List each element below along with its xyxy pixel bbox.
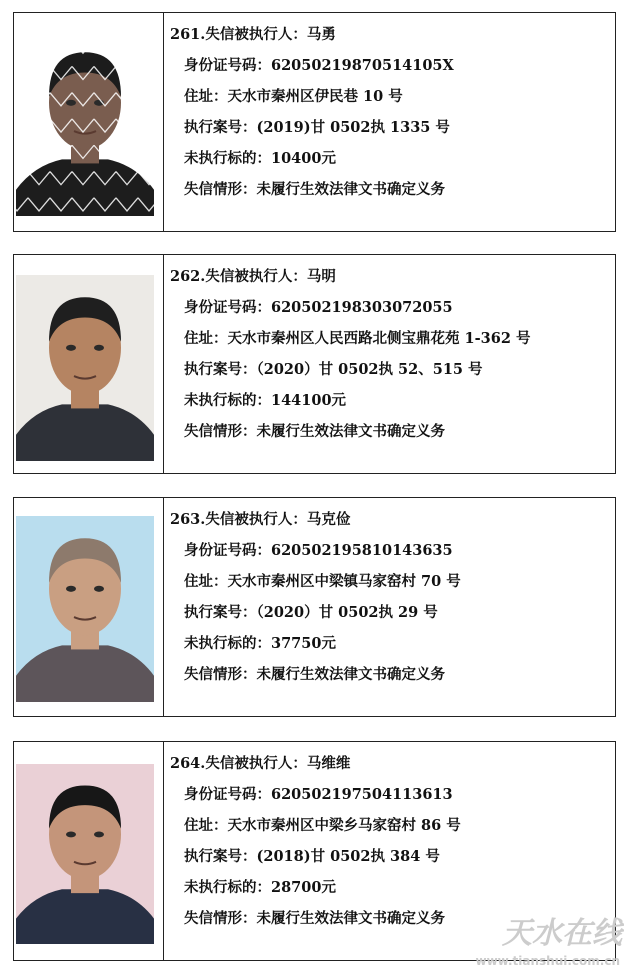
- photo-cell: [14, 255, 164, 473]
- record-info: [170, 748, 607, 934]
- portrait-eye-left: [66, 832, 76, 838]
- portrait-eye-left: [66, 100, 76, 106]
- record-info: [170, 19, 607, 205]
- person-photo: [16, 516, 154, 702]
- case-number: 执行案号：（2020）甘 0502执 52、515 号: [184, 361, 483, 378]
- record-card-262: [13, 254, 616, 474]
- record-info: [170, 504, 607, 690]
- photo-cell: [14, 498, 164, 716]
- id-number: 身份证号码：620502197504113613: [184, 786, 453, 803]
- dishonesty-situation: 失信情形：未履行生效法律文书确定义务: [184, 423, 445, 440]
- record-card-263: [13, 497, 616, 717]
- person-photo: [16, 764, 154, 944]
- watermark-name: 天水在线: [502, 916, 622, 951]
- outstanding-amount: 未执行标的：28700元: [184, 879, 336, 896]
- id-number: 身份证号码：62050219870514105X: [184, 57, 454, 74]
- portrait-graphic: [16, 275, 154, 461]
- outstanding-amount: 未执行标的：37750元: [184, 635, 336, 652]
- record-title: 261.失信被执行人：马勇: [170, 26, 336, 43]
- case-number: 执行案号：(2019)甘 0502执 1335 号: [184, 119, 450, 136]
- dishonesty-situation: 失信情形：未履行生效法律文书确定义务: [184, 666, 445, 683]
- record-card-261: [13, 12, 616, 232]
- record-title: 262.失信被执行人：马明: [170, 268, 336, 285]
- id-number: 身份证号码：620502195810143635: [184, 542, 453, 559]
- photo-cell: [14, 13, 164, 231]
- person-photo: [16, 275, 154, 461]
- portrait-eye-right: [94, 345, 104, 351]
- address: 住址：天水市秦州区中梁乡马家窑村 86 号: [184, 817, 461, 834]
- person-photo: [16, 30, 154, 216]
- dishonesty-situation: 失信情形：未履行生效法律文书确定义务: [184, 910, 445, 927]
- site-watermark: [434, 909, 624, 969]
- record-title: 264.失信被执行人：马维维: [170, 755, 351, 772]
- photo-cell: [14, 742, 164, 960]
- portrait-eye-right: [94, 586, 104, 592]
- record-title: 263.失信被执行人：马克俭: [170, 511, 351, 528]
- id-number: 身份证号码：620502198303072055: [184, 299, 453, 316]
- address: 住址：天水市秦州区人民西路北侧宝鼎花苑 1-362 号: [184, 330, 531, 347]
- watermark-url: www.tianshui.com.cn: [475, 954, 620, 968]
- case-number: 执行案号：（2020）甘 0502执 29 号: [184, 604, 438, 621]
- portrait-eye-right: [94, 832, 104, 838]
- portrait-graphic: [16, 30, 154, 216]
- outstanding-amount: 未执行标的：144100元: [184, 392, 347, 409]
- portrait-eye-left: [66, 586, 76, 592]
- address: 住址：天水市秦州区中梁镇马家窑村 70 号: [184, 573, 461, 590]
- portrait-graphic: [16, 516, 154, 702]
- record-info: [170, 261, 607, 447]
- address: 住址：天水市秦州区伊民巷 10 号: [184, 88, 403, 105]
- portrait-eye-left: [66, 345, 76, 351]
- dishonesty-situation: 失信情形：未履行生效法律文书确定义务: [184, 181, 445, 198]
- portrait-graphic: [16, 764, 154, 944]
- outstanding-amount: 未执行标的：10400元: [184, 150, 336, 167]
- case-number: 执行案号：(2018)甘 0502执 384 号: [184, 848, 440, 865]
